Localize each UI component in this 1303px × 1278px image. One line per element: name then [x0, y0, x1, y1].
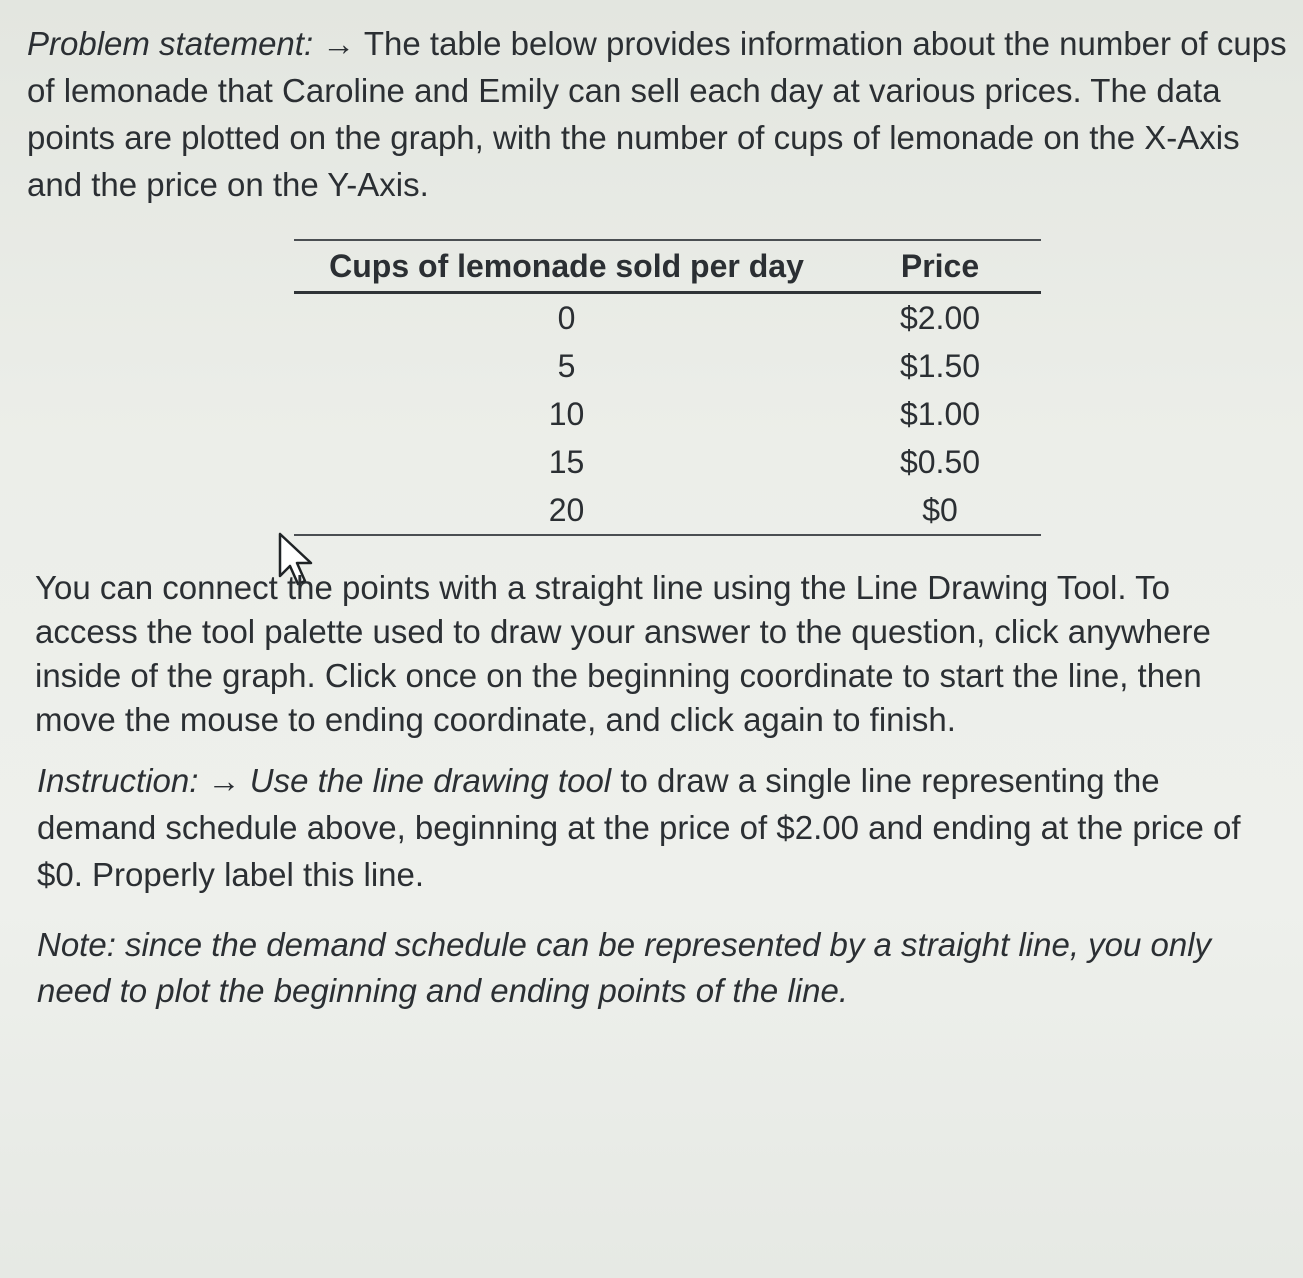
- cell-price: $1.50: [899, 347, 981, 384]
- problem-statement-text: The table below provides information about the number of cups of lemonade that Caroline and Emily can sell each day at various prices. The data points are plotted on the graph, with the number of cups of lemonade on the X-Axis and the price on the Y-Axis.: [27, 25, 1287, 203]
- instruction-tool-name: Use the line drawing tool: [249, 762, 612, 799]
- table-header-row: [294, 240, 1041, 293]
- instruction: [37, 757, 1277, 898]
- table-row: [294, 438, 1041, 486]
- line-tool-description: You can connect the points with a straight line using the Line Drawing Tool. To access the tool palette used to draw your answer to the question, click anywhere inside of the graph. Click once on the beginning coordinate to start the line, then move the mouse to ending coordinate, and click again to finish.: [35, 569, 1211, 738]
- instruction-text: to draw a single line representing the demand schedule above, beginning at the price of $2.00 and ending at the price of $0. Properly label this line.: [37, 762, 1241, 893]
- cell-cups: 20: [294, 486, 839, 535]
- table-row: [294, 486, 1041, 535]
- arrow-icon: →: [322, 25, 356, 62]
- table-row: [294, 342, 1041, 390]
- cell-price: $0.50: [899, 443, 981, 480]
- problem-statement: [27, 20, 1287, 208]
- problem-statement-lead: Problem statement:: [27, 25, 314, 62]
- cell-cups: 10: [548, 395, 585, 432]
- header-price: Price: [839, 240, 1041, 293]
- cell-price: $0: [839, 486, 1041, 535]
- cell-price: $2.00: [899, 299, 981, 336]
- cell-cups: 0: [557, 299, 576, 336]
- table-row: [294, 390, 1041, 438]
- arrow-icon: →: [207, 762, 241, 799]
- instruction-lead: Instruction:: [37, 762, 199, 799]
- note: Note: since the demand schedule can be represented by a straight line, you only need to plot the beginning and ending points of the line.: [37, 926, 1212, 1009]
- cell-cups: 5: [557, 347, 576, 384]
- table-row: [294, 293, 1041, 343]
- header-cups: Cups of lemonade sold per day: [294, 240, 839, 293]
- demand-schedule-table: [294, 239, 1041, 536]
- cell-cups: 15: [548, 443, 585, 480]
- cell-price: $1.00: [899, 395, 981, 432]
